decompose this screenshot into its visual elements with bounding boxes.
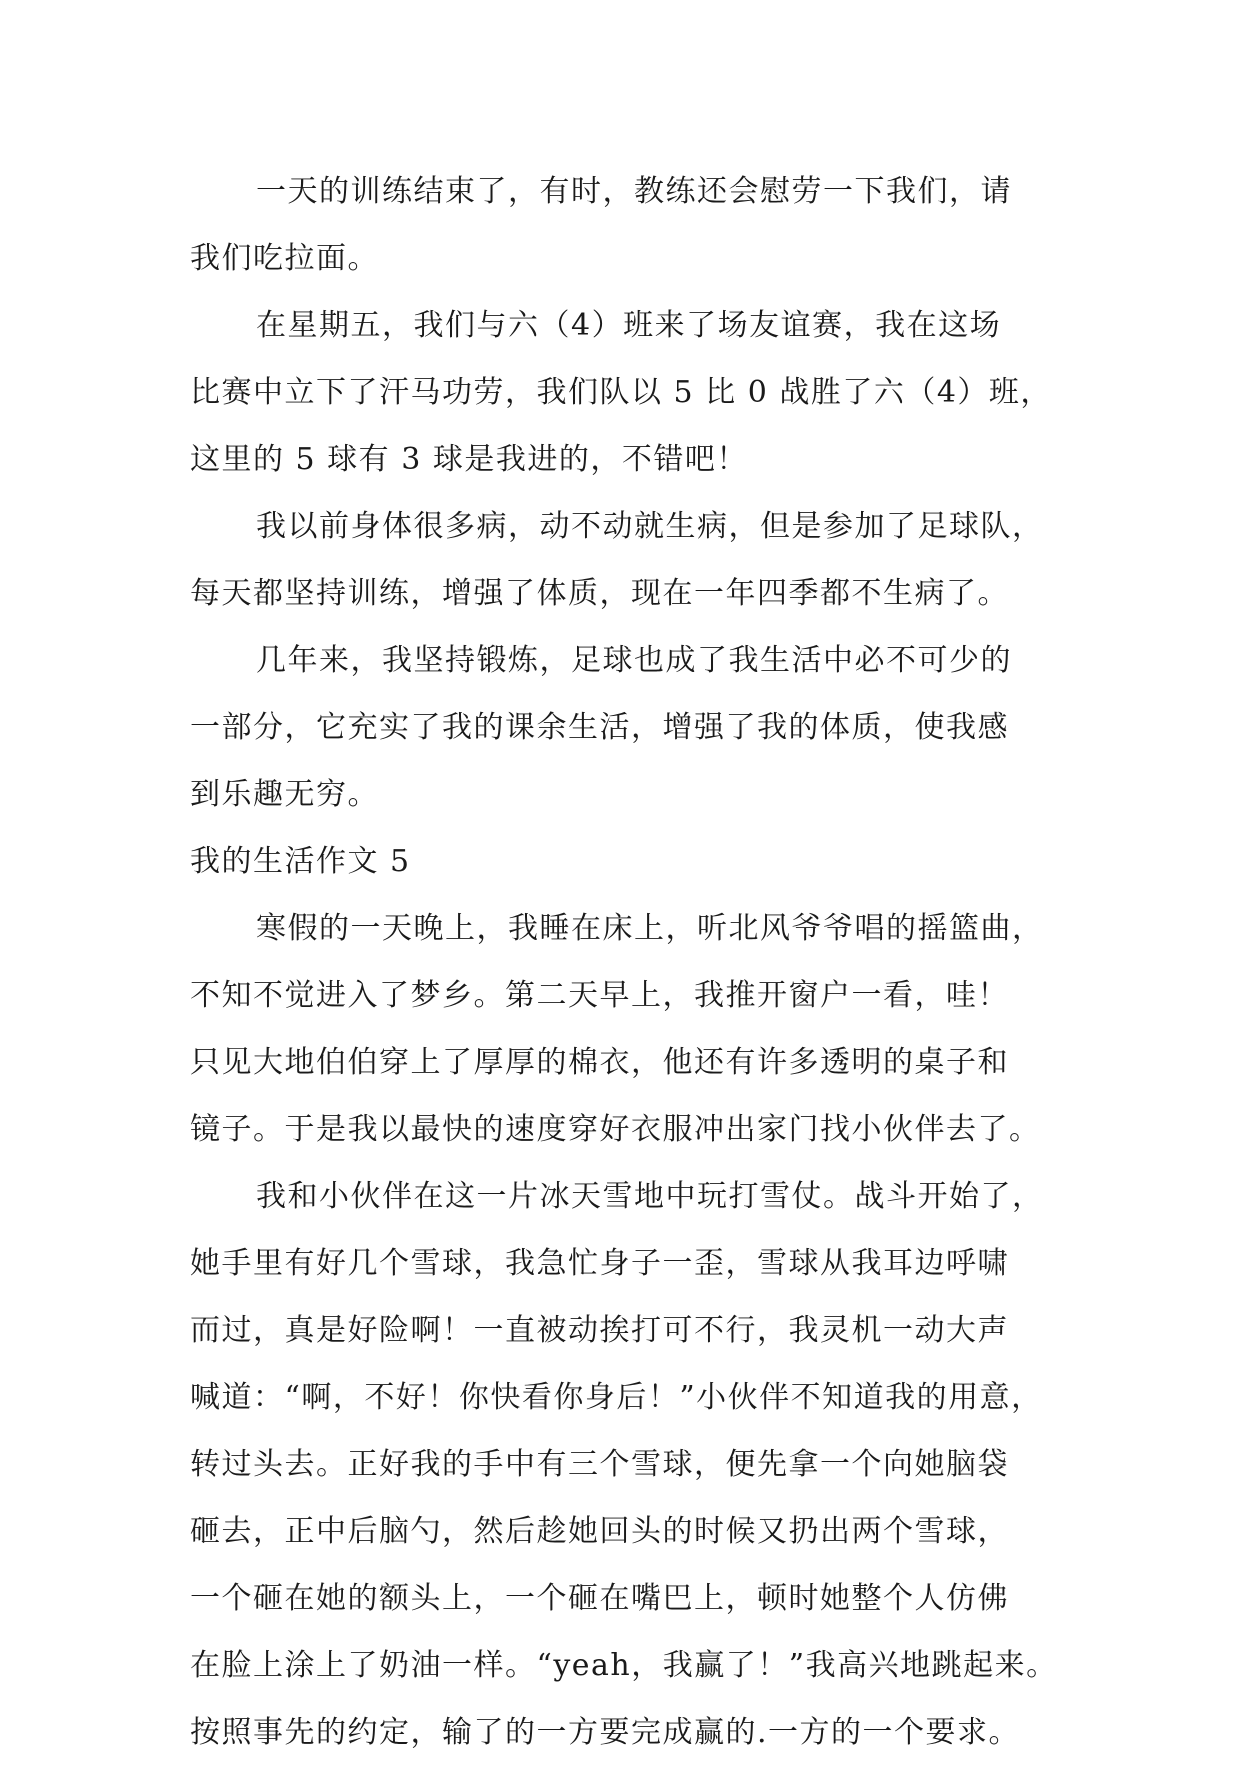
paragraph-line: 不知不觉进入了梦乡。第二天早上，我推开窗户一看，哇！ — [190, 978, 1009, 1013]
paragraph-line: 一天的训练结束了，有时，教练还会慰劳一下我们，请 — [256, 174, 1012, 209]
paragraph-line: 我们吃拉面。 — [190, 241, 379, 276]
paragraph-line: 按照事先的约定，输了的一方要完成赢的.一方的一个要求。 — [190, 1715, 1021, 1750]
paragraph-line: 转过头去。正好我的手中有三个雪球，便先拿一个向她脑袋 — [190, 1447, 1009, 1482]
paragraph-line: 只见大地伯伯穿上了厚厚的棉衣，他还有许多透明的桌子和 — [190, 1045, 1009, 1080]
paragraph-line: 到乐趣无穷。 — [190, 777, 379, 812]
paragraph-line: 而过，真是好险啊！一直被动挨打可不行，我灵机一动大声 — [190, 1313, 1009, 1348]
paragraph-line: 寒假的一天晚上，我睡在床上，听北风爷爷唱的摇篮曲， — [256, 911, 1044, 946]
paragraph-line: 在脸上涂上了奶油一样。“yeah，我赢了！”我高兴地跳起来。 — [190, 1648, 1058, 1683]
paragraph-line: 每天都坚持训练，增强了体质，现在一年四季都不生病了。 — [190, 576, 1009, 611]
paragraph-line: 砸去，正中后脑勺，然后趁她回头的时候又扔出两个雪球， — [190, 1514, 1009, 1549]
paragraph-line: 一个砸在她的额头上，一个砸在嘴巴上，顿时她整个人仿佛 — [190, 1581, 1009, 1616]
paragraph-line: 镜子。于是我以最快的速度穿好衣服冲出家门找小伙伴去了。 — [190, 1112, 1041, 1147]
paragraph-line: 我和小伙伴在这一片冰天雪地中玩打雪仗。战斗开始了， — [256, 1179, 1044, 1214]
paragraph-line: 几年来，我坚持锻炼，足球也成了我生活中必不可少的 — [256, 643, 1012, 678]
paragraph-line: 喊道：“啊，不好！你快看你身后！”小伙伴不知道我的用意， — [190, 1380, 1043, 1415]
paragraph-line: 这里的 5 球有 3 球是我进的，不错吧！ — [190, 442, 748, 477]
paragraph-line: 一部分，它充实了我的课余生活，增强了我的体质，使我感 — [190, 710, 1009, 745]
paragraph-line: 比赛中立下了汗马功劳，我们队以 5 比 0 战胜了六（4）班， — [190, 375, 1052, 410]
paragraph-line: 她手里有好几个雪球，我急忙身子一歪，雪球从我耳边呼啸 — [190, 1246, 1009, 1281]
paragraph-line: 在星期五，我们与六（4）班来了场友谊赛，我在这场 — [256, 308, 1002, 343]
section-heading: 我的生活作文 5 — [190, 844, 411, 879]
paragraph-line: 我以前身体很多病，动不动就生病，但是参加了足球队， — [256, 509, 1044, 544]
document-body — [190, 158, 1070, 1766]
